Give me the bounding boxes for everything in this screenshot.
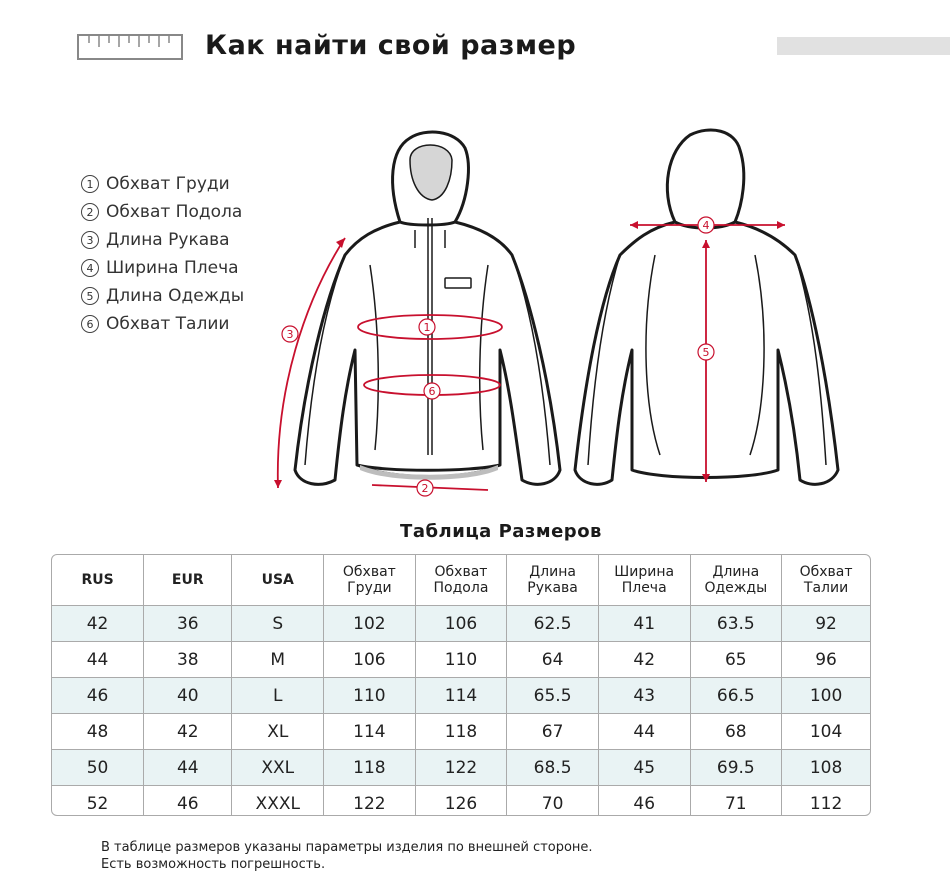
table-cell: 43 — [598, 678, 690, 714]
measurement-legend — [81, 170, 244, 338]
table-cell: 104 — [782, 714, 870, 750]
marker-2 — [417, 480, 433, 496]
table-header-row — [52, 555, 870, 606]
legend-number: 6 — [81, 315, 99, 333]
table-cell: 44 — [52, 642, 144, 678]
marker-6 — [424, 383, 440, 399]
table-cell: 122 — [415, 750, 507, 786]
legend-number: 2 — [81, 203, 99, 221]
table-cell: 106 — [324, 642, 416, 678]
header-usa: USA — [232, 555, 324, 606]
table-cell: 66.5 — [690, 678, 782, 714]
header-hem: Обхват Подола — [415, 555, 507, 606]
legend-item — [81, 226, 244, 254]
table-cell: 46 — [598, 786, 690, 817]
marker-4 — [698, 217, 714, 233]
svg-text:1: 1 — [423, 321, 431, 334]
table-row — [52, 786, 870, 817]
table-cell: 112 — [809, 793, 843, 814]
marker-5 — [698, 344, 714, 360]
table-cell: 36 — [144, 606, 232, 642]
size-table — [51, 554, 871, 816]
header-sleeve: Длина Рукава — [507, 555, 599, 606]
svg-text:5: 5 — [702, 346, 710, 359]
table-cell: 67 — [507, 714, 599, 750]
table-cell: 48 — [52, 714, 144, 750]
table-cell: 71 — [690, 786, 782, 817]
table-cell: 106 — [415, 606, 507, 642]
table-cell: 65 — [690, 642, 782, 678]
footnote-line: В таблице размеров указаны параметры изделия по внешней стороне. — [101, 840, 593, 855]
ruler-icon — [77, 34, 183, 60]
header-eur: EUR — [144, 555, 232, 606]
footnote — [101, 839, 593, 873]
table-cell: 50 — [52, 750, 144, 786]
table-cell: 44 — [144, 750, 232, 786]
legend-item — [81, 198, 244, 226]
table-cell: 110 — [324, 678, 416, 714]
table-row — [52, 678, 870, 714]
table-cell: 52 — [52, 786, 144, 817]
svg-text:4: 4 — [702, 219, 710, 232]
svg-text:6: 6 — [428, 385, 436, 398]
footnote-line: Есть возможность погрешность. — [101, 857, 326, 872]
table-cell: 46 — [52, 678, 144, 714]
legend-number: 4 — [81, 259, 99, 277]
table-cell: 42 — [598, 642, 690, 678]
header-rus: RUS — [52, 555, 144, 606]
header-shoulder: Ширина Плеча — [598, 555, 690, 606]
table-cell: 46 — [144, 786, 232, 817]
table-cell: 68 — [690, 714, 782, 750]
table-cell: 122 — [324, 786, 416, 817]
table-cell: 108 — [782, 750, 870, 786]
jacket-diagram — [260, 125, 840, 500]
table-cell: 38 — [144, 642, 232, 678]
table-cell: 40 — [144, 678, 232, 714]
header-length: Длина Одежды — [690, 555, 782, 606]
table-row — [52, 750, 870, 786]
table-cell: S — [232, 606, 324, 642]
legend-label: Обхват Подола — [106, 202, 243, 222]
table-cell: L — [232, 678, 324, 714]
table-cell: 96 — [782, 642, 870, 678]
table-cell: 64 — [507, 642, 599, 678]
svg-text:3: 3 — [286, 328, 294, 341]
table-cell: 70 — [507, 786, 599, 817]
legend-label: Длина Одежды — [106, 286, 245, 306]
legend-number: 1 — [81, 175, 99, 193]
header-chest: Обхват Груди — [324, 555, 416, 606]
table-cell: 126 — [415, 786, 507, 817]
table-cell: 110 — [415, 642, 507, 678]
table-cell: 114 — [324, 714, 416, 750]
legend-number: 3 — [81, 231, 99, 249]
header-decor-bar — [777, 37, 950, 55]
table-cell: XL — [232, 714, 324, 750]
legend-label: Обхват Талии — [106, 314, 230, 334]
table-cell: 65.5 — [507, 678, 599, 714]
svg-text:2: 2 — [421, 482, 429, 495]
legend-label: Обхват Груди — [106, 174, 230, 194]
table-cell: 42 — [144, 714, 232, 750]
table-cell: 45 — [598, 750, 690, 786]
table-cell: 62.5 — [507, 606, 599, 642]
table-cell: XXXL — [232, 786, 324, 817]
table-row — [52, 606, 870, 642]
legend-item — [81, 310, 244, 338]
legend-item — [81, 170, 244, 198]
header-waist: Обхват Талии — [782, 555, 870, 606]
legend-item — [81, 254, 244, 282]
size-table-title: Таблица Размеров — [400, 521, 602, 542]
table-cell: 92 — [782, 606, 870, 642]
table-cell: 102 — [324, 606, 416, 642]
legend-item — [81, 282, 244, 310]
table-cell: M — [232, 642, 324, 678]
table-cell: 68.5 — [507, 750, 599, 786]
table-row — [52, 714, 870, 750]
table-cell: 114 — [415, 678, 507, 714]
page-title: Как найти свой размер — [205, 30, 577, 61]
table-cell: 118 — [324, 750, 416, 786]
table-cell: 44 — [598, 714, 690, 750]
table-cell: 42 — [52, 606, 144, 642]
table-cell: 118 — [415, 714, 507, 750]
table-cell: 100 — [782, 678, 870, 714]
table-row — [52, 642, 870, 678]
table-cell: XXL — [232, 750, 324, 786]
table-cell: 63.5 — [690, 606, 782, 642]
table-cell: 69.5 — [690, 750, 782, 786]
table-cell: 41 — [598, 606, 690, 642]
legend-label: Ширина Плеча — [106, 258, 239, 278]
legend-label: Длина Рукава — [106, 230, 230, 250]
legend-number: 5 — [81, 287, 99, 305]
marker-1 — [419, 319, 435, 335]
marker-3 — [282, 326, 298, 342]
